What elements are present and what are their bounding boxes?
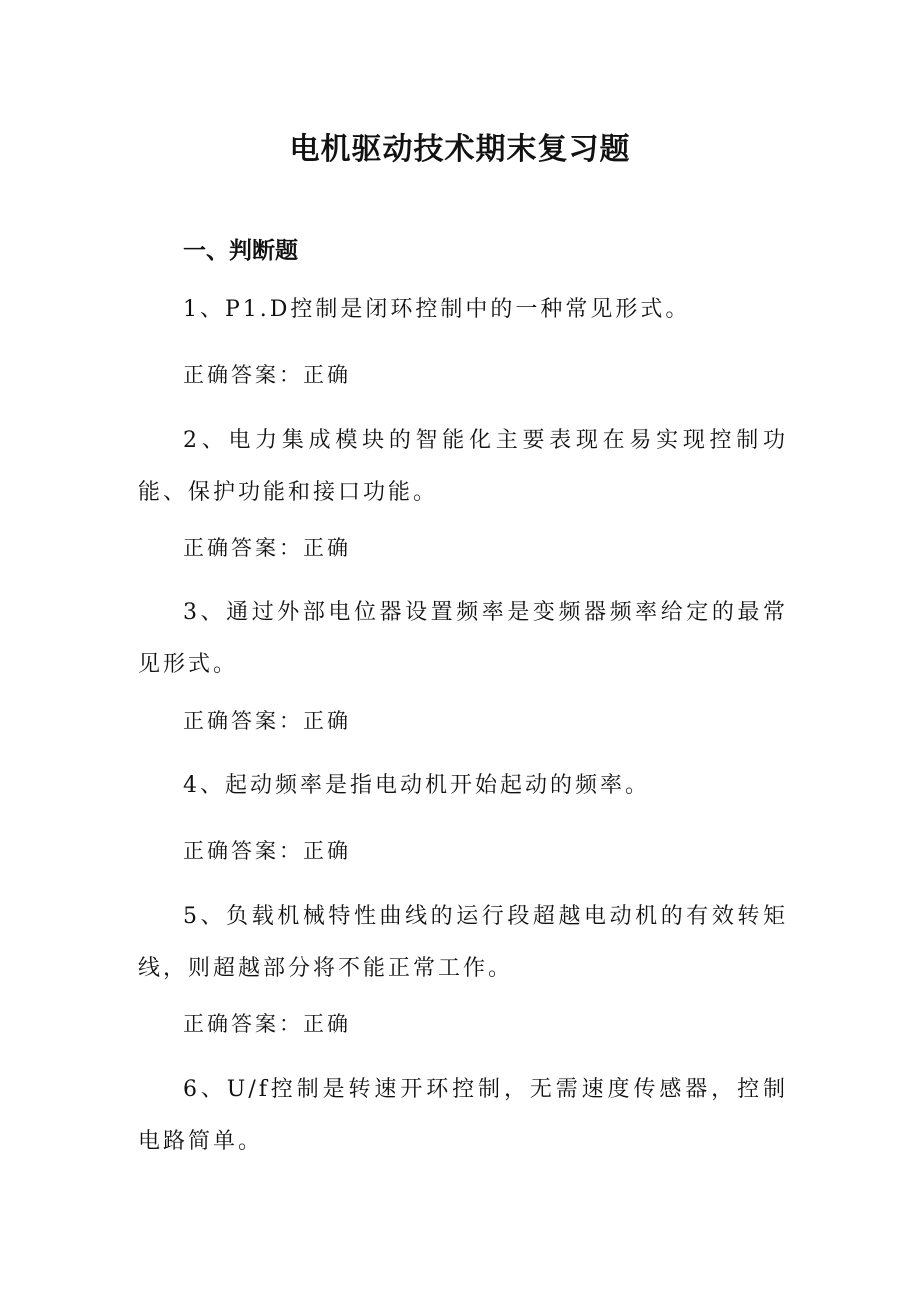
question-4: 4、起动频率是指电动机开始起动的频率。 (183, 773, 650, 798)
answer-1: 正确答案：正确 (183, 363, 351, 387)
answer-3: 正确答案：正确 (183, 709, 351, 733)
answer-4: 正确答案：正确 (183, 839, 351, 863)
question-2: 2、电力集成模块的智能化主要表现在易实现控制功能、保护功能和接口功能。 (138, 428, 788, 505)
question-1: 1、P1.D控制是闭环控制中的一种常见形式。 (183, 297, 691, 322)
question-5: 5、负载机械特性曲线的运行段超越电动机的有效转矩线，则超越部分将不能正常工作。 (138, 904, 788, 981)
question-3: 3、通过外部电位器设置频率是变频器频率给定的最常见形式。 (138, 600, 788, 677)
section-heading: 一、判断题 (183, 238, 298, 264)
answer-5: 正确答案：正确 (183, 1012, 351, 1036)
answer-2: 正确答案：正确 (183, 536, 351, 560)
document-title: 电机驱动技术期末复习题 (289, 132, 631, 167)
question-6: 6、U/f控制是转速开环控制，无需速度传感器，控制电路简单。 (138, 1077, 788, 1154)
